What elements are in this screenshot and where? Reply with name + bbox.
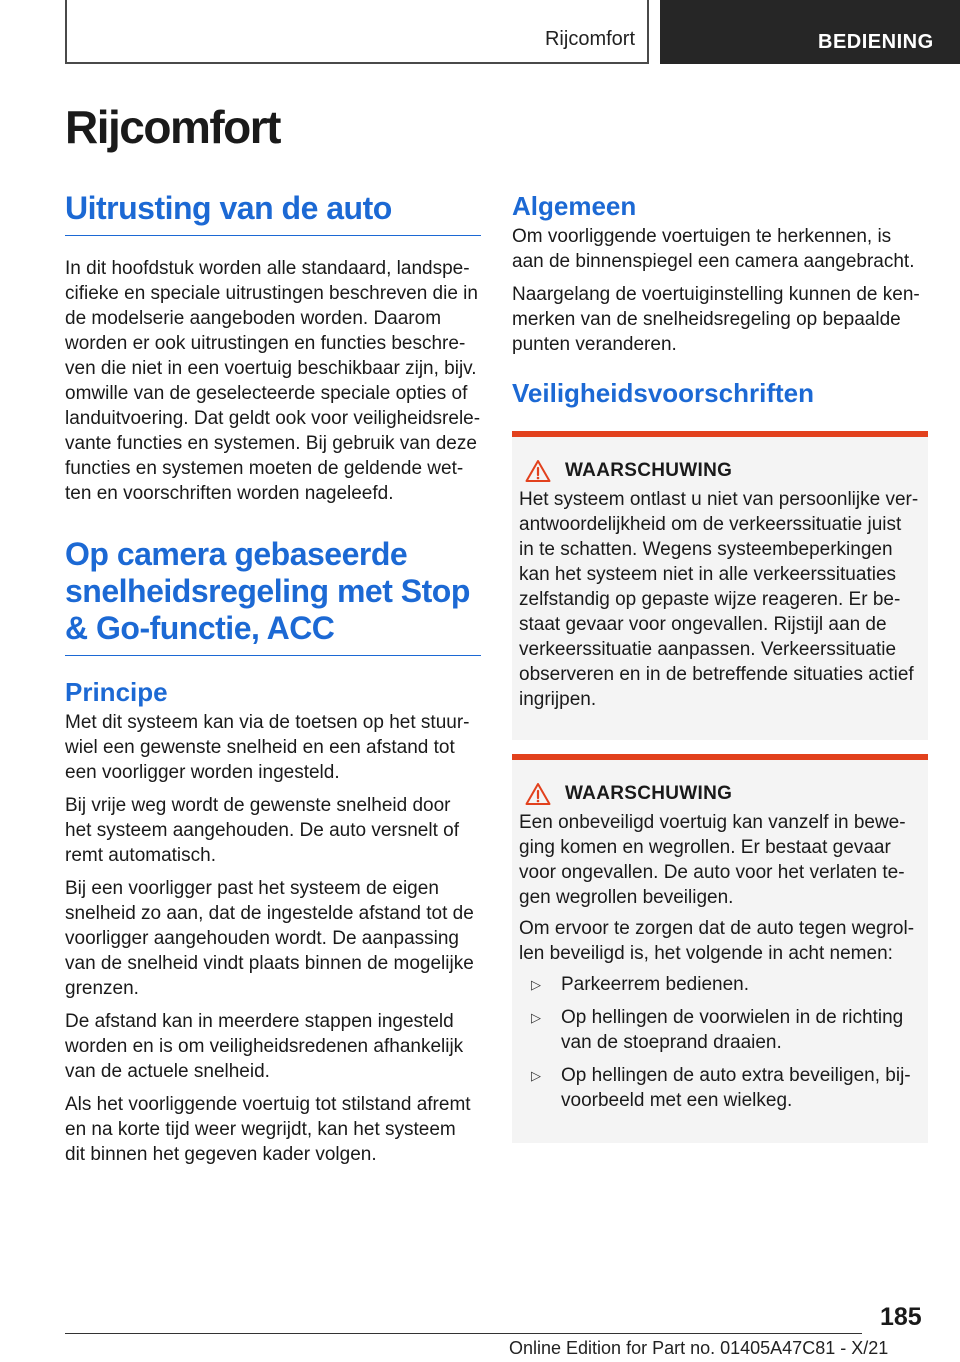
general-paragraph-2: Naargelang de voertuiginstelling kunnen de kenmerken van de snelheidsregeling op bepaalde punten veranderen. <box>512 284 920 355</box>
header-chapter-tab: BEDIENING <box>660 0 960 64</box>
warning-title: WAARSCHUWING <box>565 460 733 481</box>
principle-paragraph-2: Bij vrije weg wordt de gewenste snelheid door het systeem aangehouden. De auto versnelt of remt automatisch. <box>65 795 459 866</box>
page-number: 185 <box>880 1303 922 1331</box>
left-column <box>65 190 481 1175</box>
safety-heading: Veiligheidsvoorschriften <box>512 378 814 408</box>
warning-header <box>519 782 920 806</box>
header-section-box <box>65 0 649 64</box>
bullet-triangle-icon: ▷ <box>531 977 541 992</box>
equipment-heading: Uitrusting van de auto <box>65 190 481 236</box>
warning-box-1 <box>512 431 928 740</box>
list-item-text: Op hellingen de voorwielen in de richting van de stoeprand draaien. <box>561 1007 904 1053</box>
warning-box-2 <box>512 754 928 1143</box>
acc-heading: Op camera gebaseerde snelheidsregeling met Stop & Go-functie, ACC <box>65 536 481 656</box>
header-section-title: Rijcomfort <box>544 28 635 50</box>
principle-paragraph-3: Bij een voorligger past het systeem de eigen snelheid zo aan, dat de ingestelde afstand tot de voorligger aangehouden wordt. De aanpassing van de snelheid vindt plaats binnen de mogelijke grenzen. <box>65 878 474 999</box>
list-item <box>519 1005 920 1055</box>
list-item <box>519 1063 920 1113</box>
footer-divider <box>65 1333 862 1334</box>
principle-heading: Principe <box>65 677 168 707</box>
principle-paragraph-4: De afstand kan in meerdere stappen ingesteld worden en is om veiligheidsredenen afhankelijk van de actuele snelheid. <box>65 1011 464 1082</box>
list-item <box>519 972 920 997</box>
page-title: Rijcomfort <box>65 101 280 153</box>
warning-text-2: Om ervoor te zorgen dat de auto tegen wegrollen beveiligd is, het volgende in acht nemen: <box>519 918 915 964</box>
warning-triangle-icon <box>519 459 557 483</box>
warning-title: WAARSCHUWING <box>565 783 733 804</box>
warning-text: Het systeem ontlast u niet van persoonlijke verantwoordelijkheid om de verkeerssituatie juist in te schatten. Wegens systeembeperkingen kan het systeem niet in alle verkeerssituaties zelfstandig op gepaste wijze reageren. Er bestaat gevaar voor ongevallen. Rijstijl aan de verkeerssituatie aanpassen. Verkeerssituatie observeren en in de betreffende situaties actief ingrijpen. <box>519 489 919 710</box>
general-paragraph-1: Om voorliggende voertuigen te herkennen, is aan de binnenspiegel een camera aangebracht. <box>512 226 915 272</box>
principle-paragraph-5: Als het voorliggende voertuig tot stilstand afremt en na korte tijd weer wegrijdt, kan het systeem dit binnen het gegeven kader volgen. <box>65 1094 471 1165</box>
warning-bullet-list <box>519 972 920 1113</box>
general-heading: Algemeen <box>512 191 637 221</box>
bullet-triangle-icon: ▷ <box>531 1010 541 1025</box>
warning-header <box>519 459 920 483</box>
bullet-triangle-icon: ▷ <box>531 1068 541 1083</box>
list-item-text: Op hellingen de auto extra beveiligen, bijvoorbeeld met een wielkeg. <box>561 1065 911 1111</box>
right-column <box>512 190 928 1157</box>
warning-text: Een onbeveiligd voertuig kan vanzelf in beweging komen en wegrollen. Er bestaat gevaar voor ongevallen. De auto voor het verlaten tegen wegrollen beveiligen. <box>519 812 906 908</box>
equipment-text: In dit hoofdstuk worden alle standaard, landspecifieke en speciale uitrustingen beschreven die in de modelserie aangeboden worden. Daarom worden er ook uitrustingen en functies beschreven die niet in een voertuig beschikbaar zijn, bijv. omwille van de geselecteerde speciale opties of landuitvoering. Dat geldt ook voor veiligheidsrelevante functies en systemen. Bij gebruik van deze functies en systemen moeten de geldende wetten en voorschriften worden nageleefd. <box>65 258 481 504</box>
list-item-text: Parkeerrem bedienen. <box>561 974 749 995</box>
footer-edition-text: Online Edition for Part no. 01405A47C81 - X/21 <box>509 1338 889 1358</box>
principle-paragraph-1: Met dit systeem kan via de toetsen op het stuurwiel een gewenste snelheid en een afstand tot een voorligger worden ingesteld. <box>65 712 470 783</box>
warning-triangle-icon <box>519 782 557 806</box>
